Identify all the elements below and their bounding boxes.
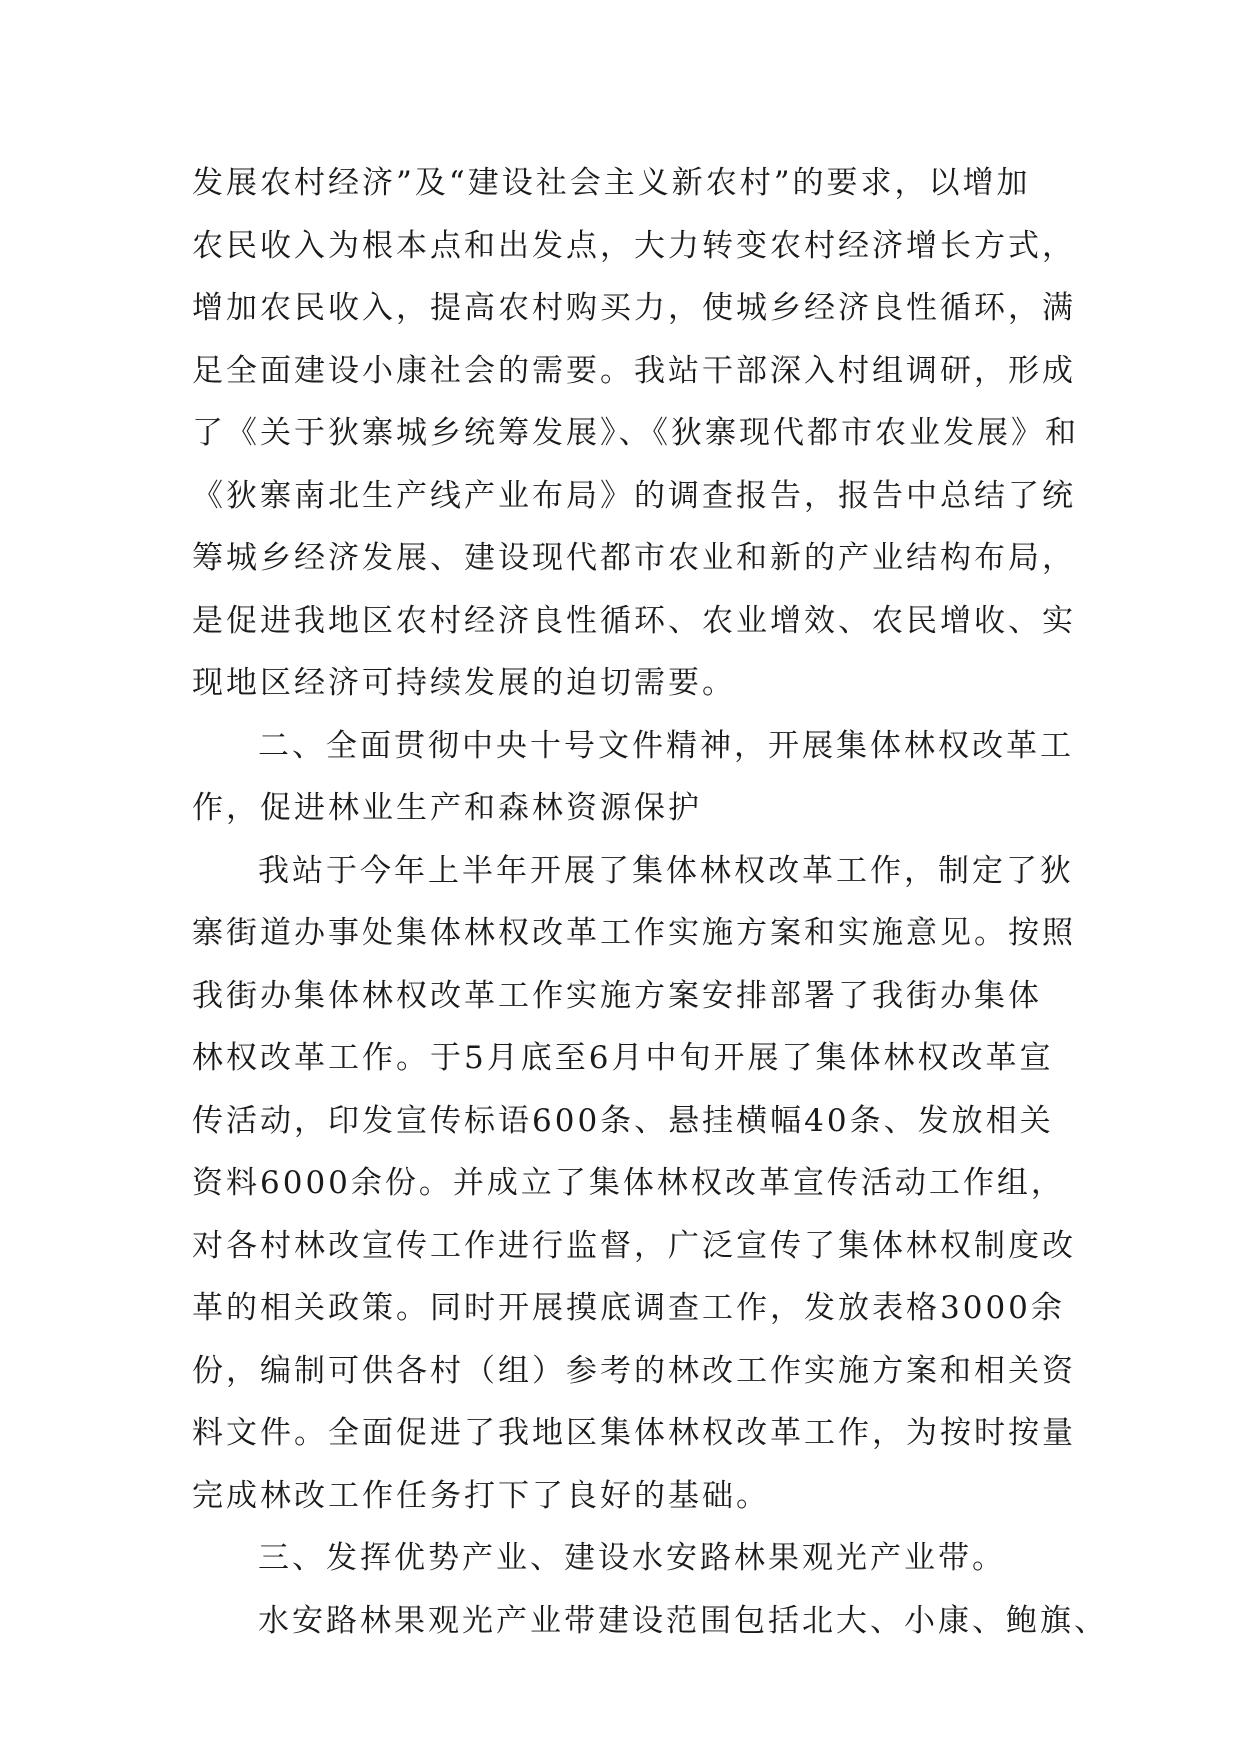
text-line: 完成林改工作任务打下了良好的基础。 — [192, 1477, 770, 1514]
text-line: 传活动，印发宣传标语600条、悬挂横幅40条、发放相关 — [192, 1102, 1054, 1139]
text-line: 料文件。全面促进了我地区集体林权改革工作，为按时按量 — [192, 1415, 1076, 1451]
text-line: 是促进我地区农村经济良性循环、农业增效、农民增收、实 — [192, 602, 1076, 639]
text-line: 现地区经济可持续发展的迫切需要。 — [192, 665, 736, 701]
text-line: 发展农村经济”及“建设社会主义新农村”的要求，以增加 — [192, 165, 1031, 201]
text-line: 寨街道办事处集体林权改革工作实施方案和实施意见。按照 — [192, 915, 1076, 951]
text-line: 对各村林改宣传工作进行监督，广泛宣传了集体林权制度改 — [192, 1227, 1076, 1264]
text-line: 革的相关政策。同时开展摸底调查工作，发放表格3000余 — [192, 1290, 1065, 1326]
text-line: 水安路林果观光产业带建设范围包括北大、小康、鲍旗、 — [258, 1602, 1108, 1639]
text-line: 增加农民收入，提高农村购买力，使城乡经济良性循环，满 — [192, 290, 1076, 326]
document-body — [192, 152, 1108, 1652]
text-line: 我站于今年上半年开展了集体林权改革工作，制定了狄 — [258, 852, 1074, 889]
section-heading: 二、全面贯彻中央十号文件精神，开展集体林权改革工 — [258, 727, 1074, 764]
section-heading-continued: 作，促进林业生产和森林资源保护 — [192, 790, 702, 826]
text-line: 筹城乡经济发展、建设现代都市农业和新的产业结构布局， — [192, 540, 1076, 576]
text-line: 足全面建设小康社会的需要。我站干部深入村组调研，形成 — [192, 352, 1076, 389]
text-line: 我街办集体林权改革工作实施方案安排部署了我街办集体 — [192, 977, 1042, 1014]
text-line: 农民收入为根本点和出发点，大力转变农村经济增长方式， — [192, 227, 1076, 264]
text-line: 《狄寨南北生产线产业布局》的调查报告，报告中总结了统 — [192, 477, 1076, 514]
text-line: 份，编制可供各村（组）参考的林改工作实施方案和相关资 — [192, 1352, 1076, 1389]
text-line: 林权改革工作。于5月底至6月中旬开展了集体林权改革宣 — [192, 1040, 1054, 1076]
section-heading: 三、发挥优势产业、建设水安路林果观光产业带。 — [258, 1540, 1006, 1576]
text-line: 资料6000余份。并成立了集体林权改革宣传活动工作组， — [192, 1165, 1065, 1201]
text-line: 了《关于狄寨城乡统筹发展》、《狄寨现代都市农业发展》和 — [192, 415, 1079, 451]
